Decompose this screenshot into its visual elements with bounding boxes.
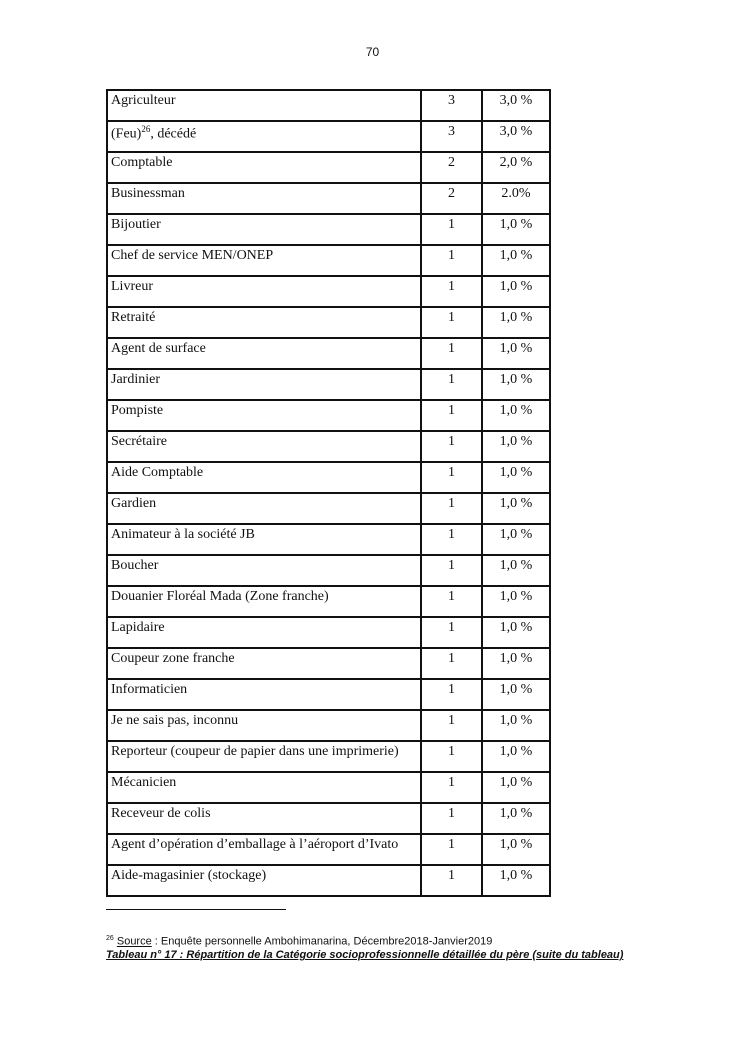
table-row	[107, 462, 550, 493]
table-row	[107, 524, 550, 555]
occupation-label: Secrétaire	[111, 434, 167, 449]
occupation-label: Receveur de colis	[111, 806, 211, 821]
occupation-label: Agent de surface	[111, 341, 206, 356]
occupation-label: Aide-magasinier (stockage)	[111, 868, 267, 883]
table-row	[107, 431, 550, 462]
table-row	[107, 772, 550, 803]
footnote-source-label: Source	[116, 935, 152, 948]
occupation-label: Gardien	[111, 496, 157, 511]
occupation-cell	[107, 586, 421, 617]
occupation-label: Je ne sais pas, inconnu	[111, 713, 239, 728]
occupation-cell	[107, 431, 421, 462]
count-cell: 2	[421, 152, 482, 183]
table-row	[107, 338, 550, 369]
count-cell: 1	[421, 493, 482, 524]
percent-cell: 1,0 %	[482, 245, 550, 276]
percent-cell: 1,0 %	[482, 307, 550, 338]
count-cell: 1	[421, 524, 482, 555]
table-row	[107, 648, 550, 679]
occupation-cell	[107, 741, 421, 772]
occupation-cell	[107, 121, 421, 152]
occupation-label: Lapidaire	[111, 620, 165, 635]
occupation-label: Retraité	[111, 310, 156, 325]
occupation-label: (Feu)	[111, 126, 142, 142]
percent-cell: 1,0 %	[482, 338, 550, 369]
occupation-label-rest: , décédé	[150, 126, 197, 142]
percent-cell: 1,0 %	[482, 555, 550, 586]
occupation-cell	[107, 679, 421, 710]
occupation-cell	[107, 214, 421, 245]
table-row	[107, 307, 550, 338]
table-row	[107, 617, 550, 648]
occupation-cell	[107, 617, 421, 648]
count-cell: 1	[421, 834, 482, 865]
table-row	[107, 865, 550, 896]
table-row	[107, 493, 550, 524]
count-cell: 1	[421, 772, 482, 803]
percent-cell: 1,0 %	[482, 772, 550, 803]
percent-cell: 1,0 %	[482, 617, 550, 648]
table-row	[107, 214, 550, 245]
occupation-label: Aide Comptable	[111, 465, 204, 480]
page-number: 70	[365, 45, 380, 59]
occupation-label: Comptable	[111, 155, 173, 170]
table-row	[107, 245, 550, 276]
count-cell: 1	[421, 431, 482, 462]
occupation-label: Agriculteur	[111, 93, 176, 108]
count-cell: 1	[421, 555, 482, 586]
percent-cell: 1,0 %	[482, 400, 550, 431]
occupation-label: Agent d’opération d’emballage à l’aéroport d’Ivato	[111, 837, 399, 852]
occupation-cell	[107, 276, 421, 307]
occupation-table	[106, 89, 551, 897]
footnote-divider	[106, 909, 286, 910]
count-cell: 1	[421, 307, 482, 338]
count-cell: 1	[421, 369, 482, 400]
count-cell: 1	[421, 803, 482, 834]
occupation-cell	[107, 152, 421, 183]
footnote-ref: 26	[141, 124, 151, 134]
occupation-cell	[107, 183, 421, 214]
table-row	[107, 555, 550, 586]
percent-cell: 1,0 %	[482, 586, 550, 617]
count-cell: 1	[421, 462, 482, 493]
count-cell: 3	[421, 121, 482, 152]
occupation-label: Coupeur zone franche	[111, 651, 235, 666]
occupation-cell	[107, 865, 421, 896]
table-row	[107, 586, 550, 617]
occupation-label: Bijoutier	[111, 217, 161, 232]
table-row	[107, 90, 550, 121]
percent-cell: 1,0 %	[482, 803, 550, 834]
occupation-cell	[107, 369, 421, 400]
percent-cell: 1,0 %	[482, 369, 550, 400]
count-cell: 2	[421, 183, 482, 214]
count-cell: 1	[421, 679, 482, 710]
occupation-cell	[107, 803, 421, 834]
percent-cell: 1,0 %	[482, 276, 550, 307]
occupation-label: Reporteur (coupeur de papier dans une imprimerie)	[111, 744, 399, 759]
count-cell: 1	[421, 865, 482, 896]
footnote	[106, 935, 492, 948]
occupation-label: Douanier Floréal Mada (Zone franche)	[111, 589, 329, 604]
count-cell: 1	[421, 214, 482, 245]
table-row	[107, 183, 550, 214]
occupation-cell	[107, 772, 421, 803]
percent-cell: 1,0 %	[482, 865, 550, 896]
table-row	[107, 803, 550, 834]
occupation-cell	[107, 90, 421, 121]
occupation-label: Livreur	[111, 279, 153, 294]
occupation-cell	[107, 710, 421, 741]
percent-cell: 1,0 %	[482, 834, 550, 865]
percent-cell: 3,0 %	[482, 121, 550, 152]
percent-cell: 1,0 %	[482, 648, 550, 679]
percent-cell: 3,0 %	[482, 90, 550, 121]
occupation-label: Businessman	[111, 186, 185, 201]
occupation-cell	[107, 834, 421, 865]
occupation-label: Animateur à la société JB	[111, 527, 255, 542]
count-cell: 1	[421, 245, 482, 276]
table-row	[107, 834, 550, 865]
percent-cell: 2.0%	[482, 183, 550, 214]
count-cell: 1	[421, 338, 482, 369]
occupation-label: Pompiste	[111, 403, 164, 418]
count-cell: 1	[421, 586, 482, 617]
count-cell: 1	[421, 617, 482, 648]
occupation-cell	[107, 307, 421, 338]
percent-cell: 1,0 %	[482, 679, 550, 710]
table-row	[107, 741, 550, 772]
footnote-number: 26	[106, 935, 114, 942]
occupation-cell	[107, 245, 421, 276]
percent-cell: 2,0 %	[482, 152, 550, 183]
occupation-cell	[107, 493, 421, 524]
occupation-cell	[107, 524, 421, 555]
occupation-label: Informaticien	[111, 682, 188, 697]
occupation-cell	[107, 462, 421, 493]
count-cell: 1	[421, 400, 482, 431]
percent-cell: 1,0 %	[482, 431, 550, 462]
table-row	[107, 710, 550, 741]
percent-cell: 1,0 %	[482, 493, 550, 524]
occupation-label: Chef de service MEN/ONEP	[111, 248, 274, 263]
occupation-label: Mécanicien	[111, 775, 177, 790]
occupation-cell	[107, 338, 421, 369]
table-row	[107, 152, 550, 183]
count-cell: 1	[421, 276, 482, 307]
percent-cell: 1,0 %	[482, 741, 550, 772]
occupation-label: Boucher	[111, 558, 159, 573]
footnote-text: : Enquête personnelle Ambohimanarina, Décembre2018-Janvier2019	[151, 935, 493, 948]
table-caption: Tableau n° 17 : Répartition de la Catégorie socioprofessionnelle détaillée du père (suite du tableau)	[106, 949, 624, 961]
percent-cell: 1,0 %	[482, 462, 550, 493]
count-cell: 1	[421, 741, 482, 772]
table-row	[107, 276, 550, 307]
table-row	[107, 400, 550, 431]
count-cell: 1	[421, 648, 482, 679]
occupation-cell	[107, 555, 421, 586]
table-row	[107, 121, 550, 152]
percent-cell: 1,0 %	[482, 524, 550, 555]
count-cell: 1	[421, 710, 482, 741]
occupation-cell	[107, 648, 421, 679]
occupation-cell	[107, 400, 421, 431]
occupation-label: Jardinier	[111, 372, 160, 387]
percent-cell: 1,0 %	[482, 214, 550, 245]
table-row	[107, 369, 550, 400]
table-row	[107, 679, 550, 710]
count-cell: 3	[421, 90, 482, 121]
percent-cell: 1,0 %	[482, 710, 550, 741]
